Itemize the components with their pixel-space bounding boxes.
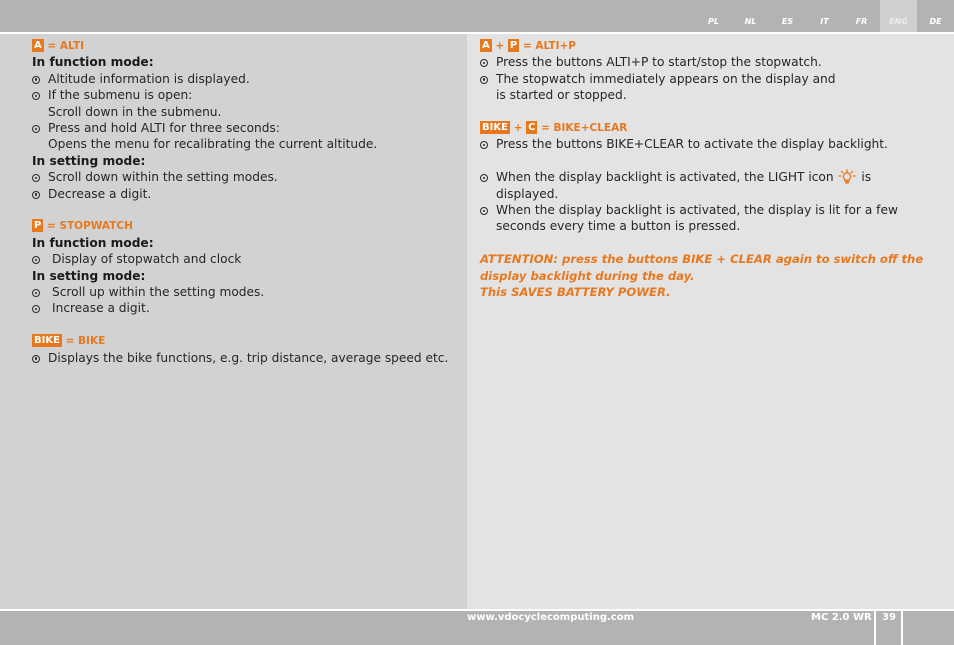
left-content	[32, 38, 462, 366]
bullet-icon	[32, 355, 40, 363]
attention-line: display backlight during the day.	[480, 268, 695, 283]
right-content	[480, 38, 940, 300]
section-title-bike	[32, 333, 462, 349]
footer-divider	[874, 611, 876, 645]
bullet-icon	[480, 59, 488, 67]
list-item-continuation: Opens the menu for recalibrating the current altitude.	[48, 137, 378, 152]
list-item: Press the buttons ALTI+P to start/stop the stopwatch.	[480, 54, 940, 70]
key-bike-badge: BIKE	[482, 122, 508, 134]
key-p-badge: P	[509, 40, 518, 51]
bullet-icon	[480, 76, 488, 84]
lang-tab-nl[interactable]: NL	[744, 17, 757, 26]
key-c-badge: C	[528, 122, 536, 134]
list-item: Scroll up within the setting modes.	[32, 284, 462, 300]
attention-note	[480, 251, 940, 300]
lang-tab-pl[interactable]: PL	[708, 17, 719, 26]
bullet-icon	[32, 174, 40, 182]
bullet-icon	[32, 256, 40, 264]
list-item-continuation: displayed.	[496, 186, 559, 201]
key-bike-badge: BIKE	[34, 335, 60, 347]
list-item: The stopwatch immediately appears on the display and	[480, 71, 940, 87]
list-item: Increase a digit.	[32, 300, 462, 316]
list-item: Altitude information is displayed.	[32, 71, 462, 87]
list-item: Press the buttons BIKE+CLEAR to activate the display backlight.	[480, 136, 940, 152]
setting-mode-label: In setting mode:	[32, 153, 146, 168]
spacer	[32, 202, 462, 218]
lang-tab-eng[interactable]: ENG	[880, 0, 917, 32]
spacer	[32, 317, 462, 333]
bullet-icon	[32, 191, 40, 199]
bullet-icon	[32, 125, 40, 133]
list-item: When the display backlight is activated, the LIGHT icon is	[480, 169, 940, 185]
lang-tab-de[interactable]: DE	[929, 17, 942, 26]
bullet-icon	[480, 141, 488, 149]
list-item: When the display backlight is activated, the display is lit for a few	[480, 202, 940, 218]
spacer	[480, 104, 940, 120]
lang-tab-es[interactable]: ES	[781, 17, 794, 26]
section-title-text: = STOPWATCH	[47, 220, 133, 233]
list-item: If the submenu is open:	[32, 87, 462, 103]
plus-sign: +	[495, 40, 505, 52]
section-title-alti	[32, 38, 462, 54]
key-a-badge: A	[34, 40, 42, 51]
function-mode-label: In function mode:	[32, 235, 154, 250]
bullet-icon	[480, 174, 488, 182]
bullet-icon	[32, 92, 40, 100]
plus-sign: +	[513, 122, 523, 135]
list-item: Press and hold ALTI for three seconds:	[32, 120, 462, 136]
lang-tab-fr[interactable]: FR	[855, 17, 868, 26]
bullet-icon	[480, 207, 488, 215]
footer-model-name: MC 2.0 WR	[811, 612, 872, 623]
list-item: Decrease a digit.	[32, 186, 462, 202]
section-title-text: = BIKE	[65, 335, 106, 348]
list-item: Displays the bike functions, e.g. trip distance, average speed etc.	[32, 350, 462, 366]
section-title-bike-clear	[480, 120, 940, 136]
section-title-stopwatch	[32, 218, 462, 234]
bullet-icon	[32, 76, 40, 84]
light-bulb-icon	[837, 169, 857, 184]
spacer	[480, 153, 940, 169]
spacer	[480, 235, 940, 251]
section-title-text: = ALTI	[47, 40, 85, 52]
function-mode-label: In function mode:	[32, 55, 154, 70]
attention-line: This SAVES BATTERY POWER.	[480, 285, 671, 300]
list-item: Display of stopwatch and clock	[32, 251, 462, 267]
section-title-text: = ALTI+P	[522, 40, 576, 52]
list-item-continuation: is started or stopped.	[496, 88, 627, 103]
section-title-text: = BIKE+CLEAR	[541, 122, 628, 135]
section-title-alti-p	[480, 38, 940, 54]
list-item: Scroll down within the setting modes.	[32, 169, 462, 185]
page-number: 39	[882, 612, 896, 623]
bullet-icon	[32, 289, 40, 297]
setting-mode-label: In setting mode:	[32, 268, 146, 283]
list-item-continuation: seconds every time a button is pressed.	[496, 219, 741, 234]
bullet-icon	[32, 305, 40, 313]
footer-website-link[interactable]: www.vdocyclecomputing.com	[467, 612, 635, 623]
attention-line: ATTENTION: press the buttons BIKE + CLEAR again to switch off the	[480, 252, 924, 267]
language-tabs	[695, 0, 954, 32]
list-item-continuation: Scroll down in the submenu.	[48, 104, 222, 119]
key-a-badge: A	[482, 40, 490, 51]
footer-divider	[901, 611, 903, 645]
key-p-badge: P	[34, 220, 42, 232]
lang-tab-it[interactable]: IT	[820, 17, 829, 26]
